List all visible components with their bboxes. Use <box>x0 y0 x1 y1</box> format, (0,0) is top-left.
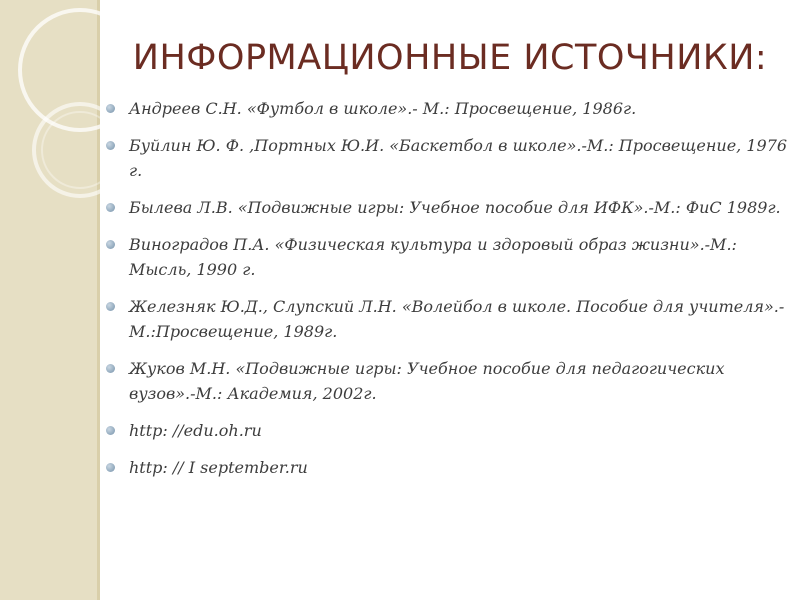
bullet-icon <box>106 203 115 212</box>
link-item[interactable] <box>104 455 794 480</box>
list-item <box>104 96 794 121</box>
list-item-text: Андреев С.Н. «Футбол в школе».- М.: Просвещение, 1986г. <box>129 99 637 118</box>
bullet-icon <box>106 141 115 150</box>
bullet-icon <box>106 364 115 373</box>
list-item <box>104 195 794 220</box>
list-item <box>104 294 794 344</box>
bullet-icon <box>106 426 115 435</box>
link-text[interactable]: http: // I september.ru <box>129 458 308 477</box>
link-item[interactable] <box>104 418 794 443</box>
bullet-icon <box>106 463 115 472</box>
bullet-icon <box>106 104 115 113</box>
sources-list <box>104 96 794 492</box>
list-item-text: Жуков М.Н. «Подвижные игры: Учебное пособие для педагогических вузов».-М.: Академия, 2002г. <box>129 359 725 403</box>
list-item-text: Виноградов П.А. «Физическая культура и здоровый образ жизни».-М.: Мысль, 1990 г. <box>129 235 737 279</box>
list-item <box>104 133 794 183</box>
link-text[interactable]: http: //edu.oh.ru <box>129 421 262 440</box>
list-item <box>104 356 794 406</box>
list-item <box>104 232 794 282</box>
list-item-text: Железняк Ю.Д., Слупский Л.Н. «Волейбол в школе. Пособие для учителя».-М.:Просвещение, 1989г. <box>129 297 785 341</box>
bullet-icon <box>106 302 115 311</box>
slide-title: ИНФОРМАЦИОННЫЕ ИСТОЧНИКИ: <box>132 38 768 78</box>
list-item-text: Буйлин Ю. Ф. ,Портных Ю.И. «Баскетбол в школе».-М.: Просвещение, 1976 г. <box>129 136 788 180</box>
list-item-text: Былева Л.В. «Подвижные игры: Учебное пособие для ИФК».-М.: ФиС 1989г. <box>129 198 781 217</box>
bullet-icon <box>106 240 115 249</box>
